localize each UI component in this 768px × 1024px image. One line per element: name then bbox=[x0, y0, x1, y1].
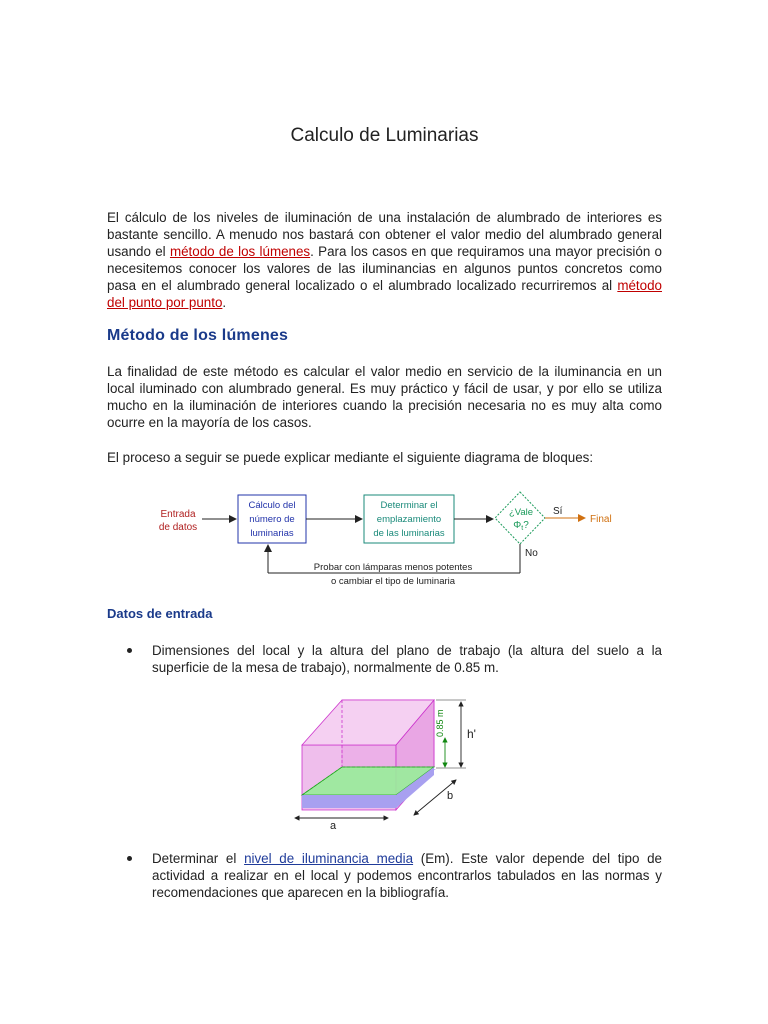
intro-text-2: . Para los casos en que requiramos una mayor precisión o necesitemos conocer los valores de las iluminancias en algunos puntos concretos como pasa en el alumbrado general localizado o el alumbrado localizado recurriremos al bbox=[107, 244, 663, 293]
link-metodo-lumenes[interactable]: método de los lúmenes bbox=[169, 244, 311, 259]
flow-box2-line2: emplazamiento bbox=[376, 514, 442, 525]
a-label: a bbox=[330, 820, 337, 832]
flow-box2-line1: Determinar el bbox=[380, 500, 438, 511]
flow-box1-line1: Cálculo del bbox=[248, 500, 296, 511]
flow-input-label-2: de datos bbox=[158, 522, 198, 533]
flow-diamond-phi: Φ bbox=[513, 520, 522, 531]
work-plane-front bbox=[302, 795, 396, 808]
intro-text-3: . bbox=[222, 295, 227, 310]
flow-diamond-q: ? bbox=[523, 520, 529, 531]
flow-no-label: No bbox=[525, 548, 538, 559]
section-heading: Método de los lúmenes bbox=[107, 327, 289, 344]
flow-end-label: Final bbox=[590, 514, 612, 525]
flow-diamond-line2: $\Phi_t$? bbox=[513, 520, 529, 532]
b-label: b bbox=[447, 790, 454, 802]
link-nivel-iluminancia[interactable]: nivel de iluminancia media bbox=[244, 851, 414, 866]
link-metodo-punto[interactable]: método del punto por punto bbox=[107, 278, 662, 310]
bullet-text-2 bbox=[152, 850, 662, 901]
flow-decision-diamond bbox=[495, 492, 545, 544]
bullet2-post: (Em). Este valor depende del tipo de actividad a realizar en el local y podemos encontrarlos tabulados en las normas y recomendaciones que aparecen en la bibliografía. bbox=[152, 851, 662, 900]
height-085-label: 0.85 m bbox=[435, 709, 445, 737]
flow-box2-line3: de las luminarias bbox=[373, 528, 445, 539]
bullet2-pre: Determinar el bbox=[152, 851, 245, 866]
section-text-1: La finalidad de este método es calcular el valor medio en servicio de la iluminancia en un local iluminado con alumbrado general. Es muy práctico y fácil de usar, y por ello se utiliza mucho en la iluminación de interiores cuando la precisión necesaria no es muy alta como ocurre en la mayoría de los casos. bbox=[107, 364, 662, 430]
flow-box1-line3: luminarias bbox=[250, 528, 294, 539]
flow-loop-label-2: o cambiar el tipo de luminaria bbox=[330, 576, 456, 587]
room-box-diagram bbox=[286, 695, 486, 835]
intro-text-1: El cálculo de los niveles de iluminación de una instalación de alumbrado de interiores es bastante sencillo. A menudo nos bastará con obtener el valor medio del alumbrado general usando el bbox=[107, 210, 662, 259]
flow-loop-label-1: Probar con lámparas menos potentes bbox=[313, 562, 473, 573]
section-text-2: El proceso a seguir se puede explicar mediante el siguiente diagrama de bloques: bbox=[107, 450, 594, 465]
subheading-datos: Datos de entrada bbox=[107, 606, 213, 621]
flow-diagram bbox=[150, 488, 630, 593]
page-title: Calculo de Luminarias bbox=[290, 125, 479, 146]
bullet-text-1: Dimensiones del local y la altura del plano de trabajo (la altura del suelo a la superficie de la mesa de trabajo), normalmente de 0.85 m. bbox=[152, 643, 662, 675]
flow-input-label-1: Entrada bbox=[160, 509, 196, 520]
flow-yes-label: Sí bbox=[553, 506, 563, 517]
intro-paragraph bbox=[107, 209, 662, 311]
section-paragraph-1 bbox=[107, 363, 662, 431]
bullet-icon bbox=[127, 856, 132, 861]
section-paragraph-2 bbox=[107, 449, 662, 466]
h-prime-label: h' bbox=[467, 727, 476, 741]
bullet-icon bbox=[127, 648, 132, 653]
flow-box1-line2: número de bbox=[249, 514, 295, 525]
flow-diamond-line1: ¿Vale bbox=[508, 507, 534, 518]
